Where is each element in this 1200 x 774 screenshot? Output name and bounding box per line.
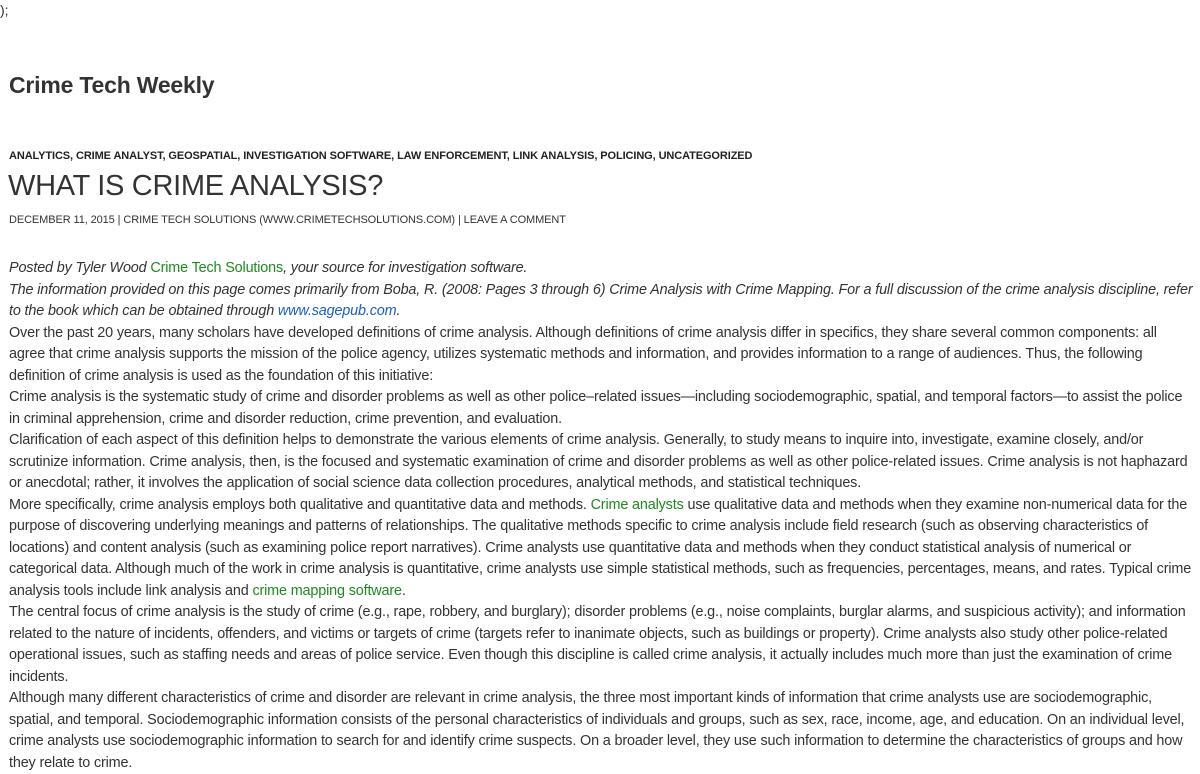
post-categories: ANALYTICS, CRIME ANALYST, GEOSPATIAL, INVESTIGATION SOFTWARE, LAW ENFORCEMENT, LINK ANALYSIS, POLICING, UNCATEGORIZED <box>9 150 753 162</box>
post-title: WHAT IS CRIME ANALYSIS? <box>8 170 384 202</box>
crime-mapping-software-link[interactable]: crime mapping software <box>252 582 402 599</box>
crime-analysts-link[interactable]: Crime analysts <box>590 496 684 513</box>
intro-text: The information provided on this page comes primarily from Boba, R. (2008: Pages 3 through 6) Crime Analysis with Crime Mapping. For a full discussion of the crime analysis discipline, refer to the book which can be obtained through <box>9 281 1193 319</box>
paragraph-clarification: Clarification of each aspect of this definition helps to demonstrate the various elements of crime analysis. Generally, to study means to inquire into, investigate, examine closely, and/or scrutinize information. Crime analysis, then, is the focused and systematic examination of crime and disorder problems as well as other police-related issues. Crime analysis is not haphazard or anecdotal; rather, it involves the application of social science data collection procedures, analytical methods, and statistical techniques. <box>9 432 1188 491</box>
category-link[interactable]: UNCATEGORIZED <box>658 150 753 162</box>
paragraph-definitions: Over the past 20 years, many scholars have developed definitions of crime analysis. Although definitions of crime analysis differ in specifics, they share several common components: all agree that crime analysis supports the mission of the police agency, utilizes systematic methods and information, and provides information to a range of audiences. Thus, the following definition of crime analysis is used as the foundation of this initiative: <box>9 324 1157 384</box>
meta-separator: | <box>455 214 464 226</box>
category-link[interactable]: LINK ANALYSIS <box>512 150 595 162</box>
sagepub-link[interactable]: www.sagepub.com <box>277 303 397 319</box>
intro-source <box>9 280 1193 323</box>
category-link[interactable]: ANALYTICS <box>9 150 71 162</box>
category-link[interactable]: LAW ENFORCEMENT <box>397 150 507 162</box>
post-author-link[interactable]: CRIME TECH SOLUTIONS (WWW.CRIMETECHSOLUTIONS.COM) <box>123 214 455 226</box>
paragraph-text: . <box>401 582 406 599</box>
paragraph-text: More specifically, crime analysis employs both qualitative and quantitative data and methods. <box>9 496 591 513</box>
paragraph-definition: Crime analysis is the systematic study of crime and disorder problems as well as other police–related issues—including sociodemographic, spatial, and temporal factors—to assist the police in criminal apprehension, crime and disorder reduction, crime prevention, and evaluation. <box>9 389 1183 427</box>
paragraph-methods <box>9 495 1193 603</box>
category-link[interactable]: POLICING <box>600 150 653 162</box>
site-title[interactable]: Crime Tech Weekly <box>9 72 215 98</box>
post-content <box>9 258 1193 774</box>
post-date-link[interactable]: DECEMBER 11, 2015 <box>9 214 115 226</box>
stray-code-text: ); <box>0 2 9 18</box>
post-meta <box>9 214 566 226</box>
meta-separator: | <box>114 214 124 226</box>
leave-comment-link[interactable]: LEAVE A COMMENT <box>463 214 566 226</box>
paragraph-central-focus: The central focus of crime analysis is the study of crime (e.g., rape, robbery, and burglary); disorder problems (e.g., noise complaints, burglar alarms, and suspicious activity); and information related to the nature of incidents, offenders, and victims or targets of crime (targets refer to inanimate objects, such as buildings or property). Crime analysts also study other police-related operational issues, such as staffing needs and areas of police service. Even though this discipline is called crime analysis, it actually includes much more than just the examination of crime incidents. <box>9 604 1186 685</box>
crime-tech-solutions-link[interactable]: Crime Tech Solutions <box>150 260 284 276</box>
paragraph-text: use qualitative data and methods when they examine non-numerical data for the purpose of discovering underlying meanings and patterns of relationships. The qualitative methods specific to crime analysis include field research (such as observing characteristics of locations) and content analysis (such as examining police report narratives). Crime analysts use quantitative data and methods when they conduct statistical analysis of numerical or categorical data. Although much of the work in crime analysis is quantitative, crime analysts use simple statistical methods, such as frequencies, percentages, means, and rates. Typical crime analysis tools include link analysis and <box>9 496 1192 599</box>
intro-text: . <box>396 303 401 319</box>
category-link[interactable]: INVESTIGATION SOFTWARE <box>243 150 392 162</box>
intro-text: , your source for investigation software. <box>283 260 528 276</box>
category-link[interactable]: GEOSPATIAL <box>168 150 238 162</box>
intro-posted-by <box>9 258 1193 280</box>
intro-text: Posted by Tyler Wood <box>9 260 151 276</box>
paragraph-information-types: Although many different characteristics of crime and disorder are relevant in crime analysis, the three most important kinds of information that crime analysts use are sociodemographic, spatial, and temporal. Sociodemographic information consists of the personal characteristics of individuals and groups, such as sex, race, income, age, and education. On an individual level, crime analysts use sociodemographic information to search for and identify crime suspects. On a broader level, they use such information to determine the characteristics of groups and how they relate to crime. <box>9 690 1185 771</box>
category-link[interactable]: CRIME ANALYST <box>75 150 163 162</box>
